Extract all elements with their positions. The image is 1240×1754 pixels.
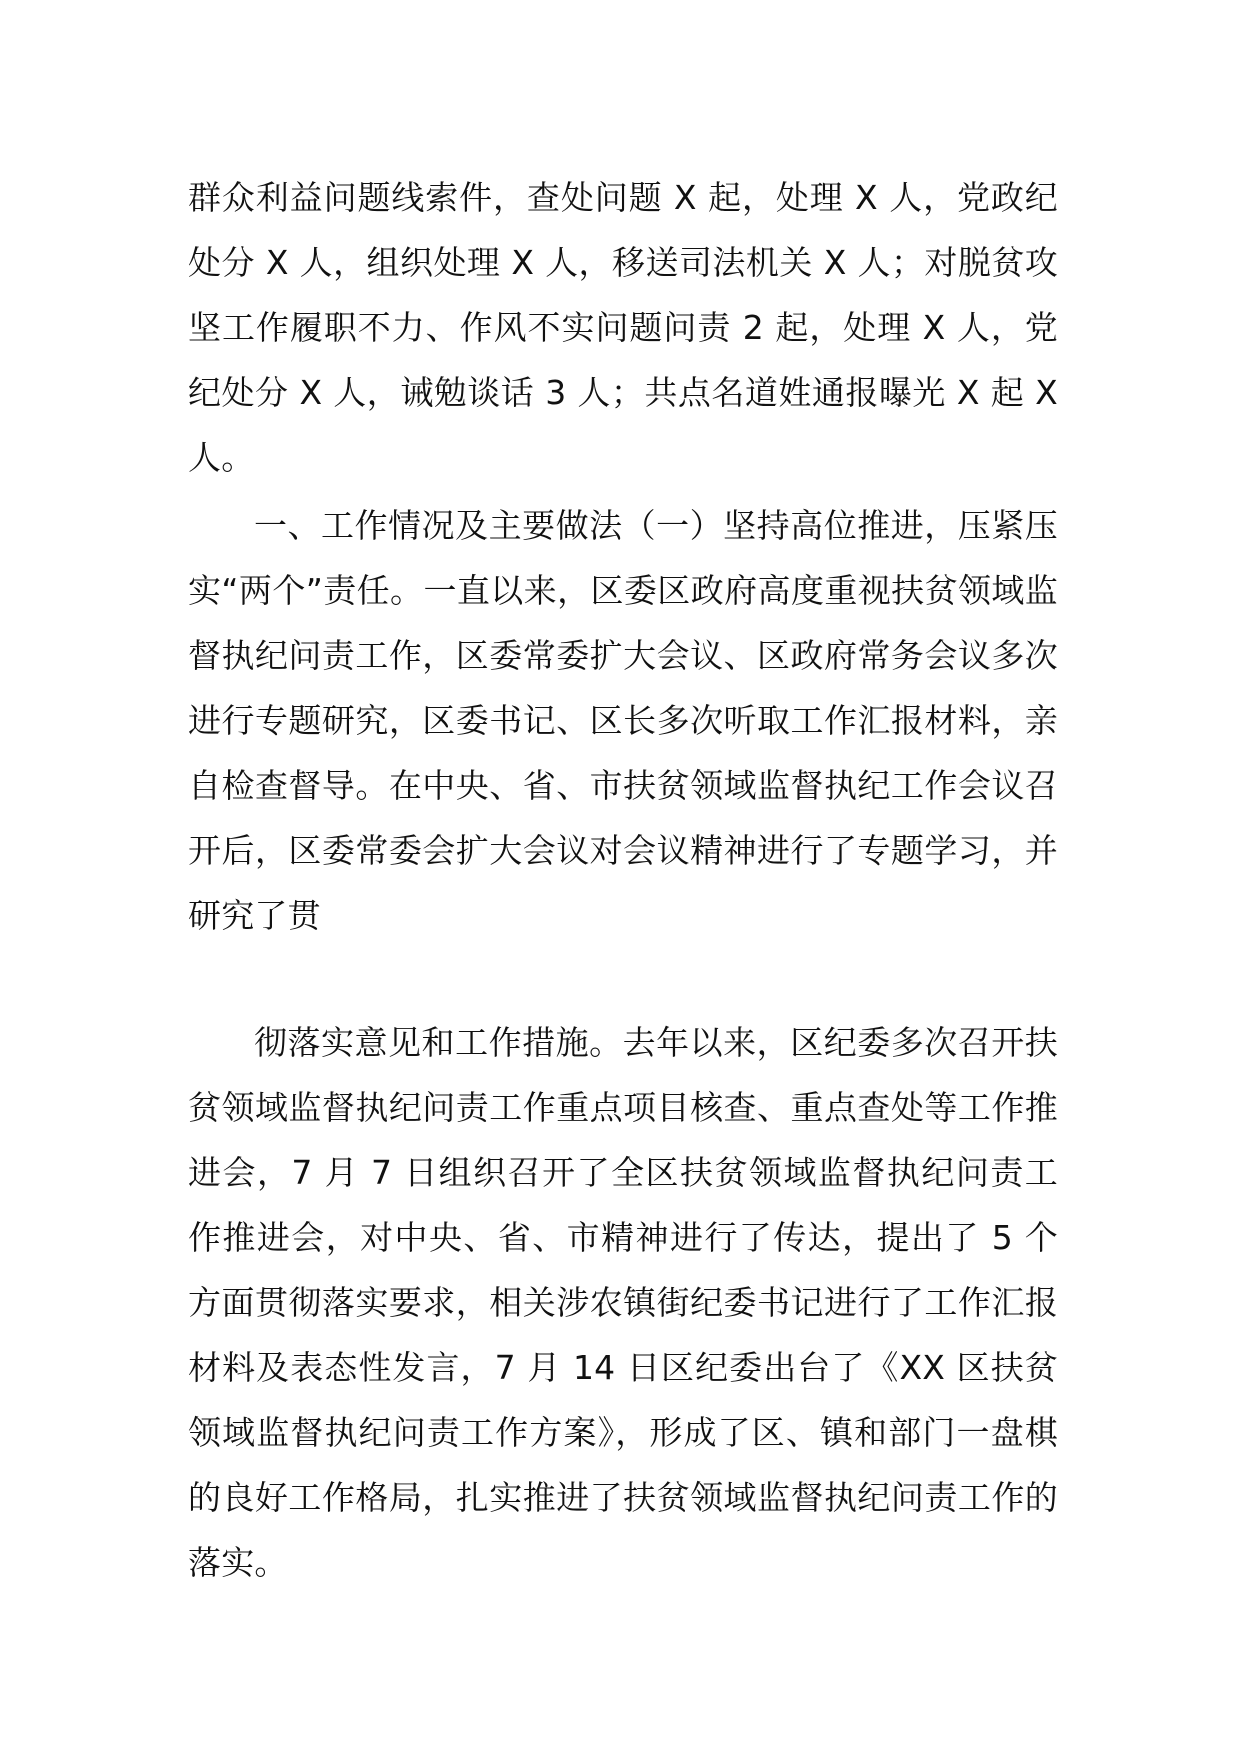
paragraph-case-statistics: 群众利益问题线索件，查处问题 X 起，处理 X 人，党政纪处分 X 人，组织处理 X 人，移送司法机关 X 人；对脱贫攻坚工作履职不力、作风不实问题问责 2 起，处理 X 人，党纪处分 X 人，诫勉谈话 3 人；共点名道姓通报曝光 X 起 X 人。 (188, 178, 1058, 477)
paragraph-work-overview: 一、工作情况及主要做法（一）坚持高位推进，压紧压实“两个”责任。一直以来，区委区政府高度重视扶贫领域监督执纪问责工作，区委常委扩大会议、区政府常务会议多次进行专题研究，区委书记、区长多次听取工作汇报材料，亲自检查督导。在中央、省、市扶贫领域监督执纪工作会议召开后，区委常委会扩大会议对会议精神进行了专题学习，并研究了贯 (188, 506, 1058, 935)
paragraph-implementation-measures: 彻落实意见和工作措施。去年以来，区纪委多次召开扶贫领域监督执纪问责工作重点项目核查、重点查处等工作推进会，7 月 7 日组织召开了全区扶贫领域监督执纪问责工作推进会，对中央、省、市精神进行了传达，提出了 5 个方面贯彻落实要求，相关涉农镇街纪委书记进行了工作汇报材料及表态性发言，7 月 14 日区纪委出台了《XX 区扶贫领域监督执纪问责工作方案》，形成了区、镇和部门一盘棋的良好工作格局，扎实推进了扶贫领域监督执纪问责工作的落实。 (188, 1023, 1059, 1582)
